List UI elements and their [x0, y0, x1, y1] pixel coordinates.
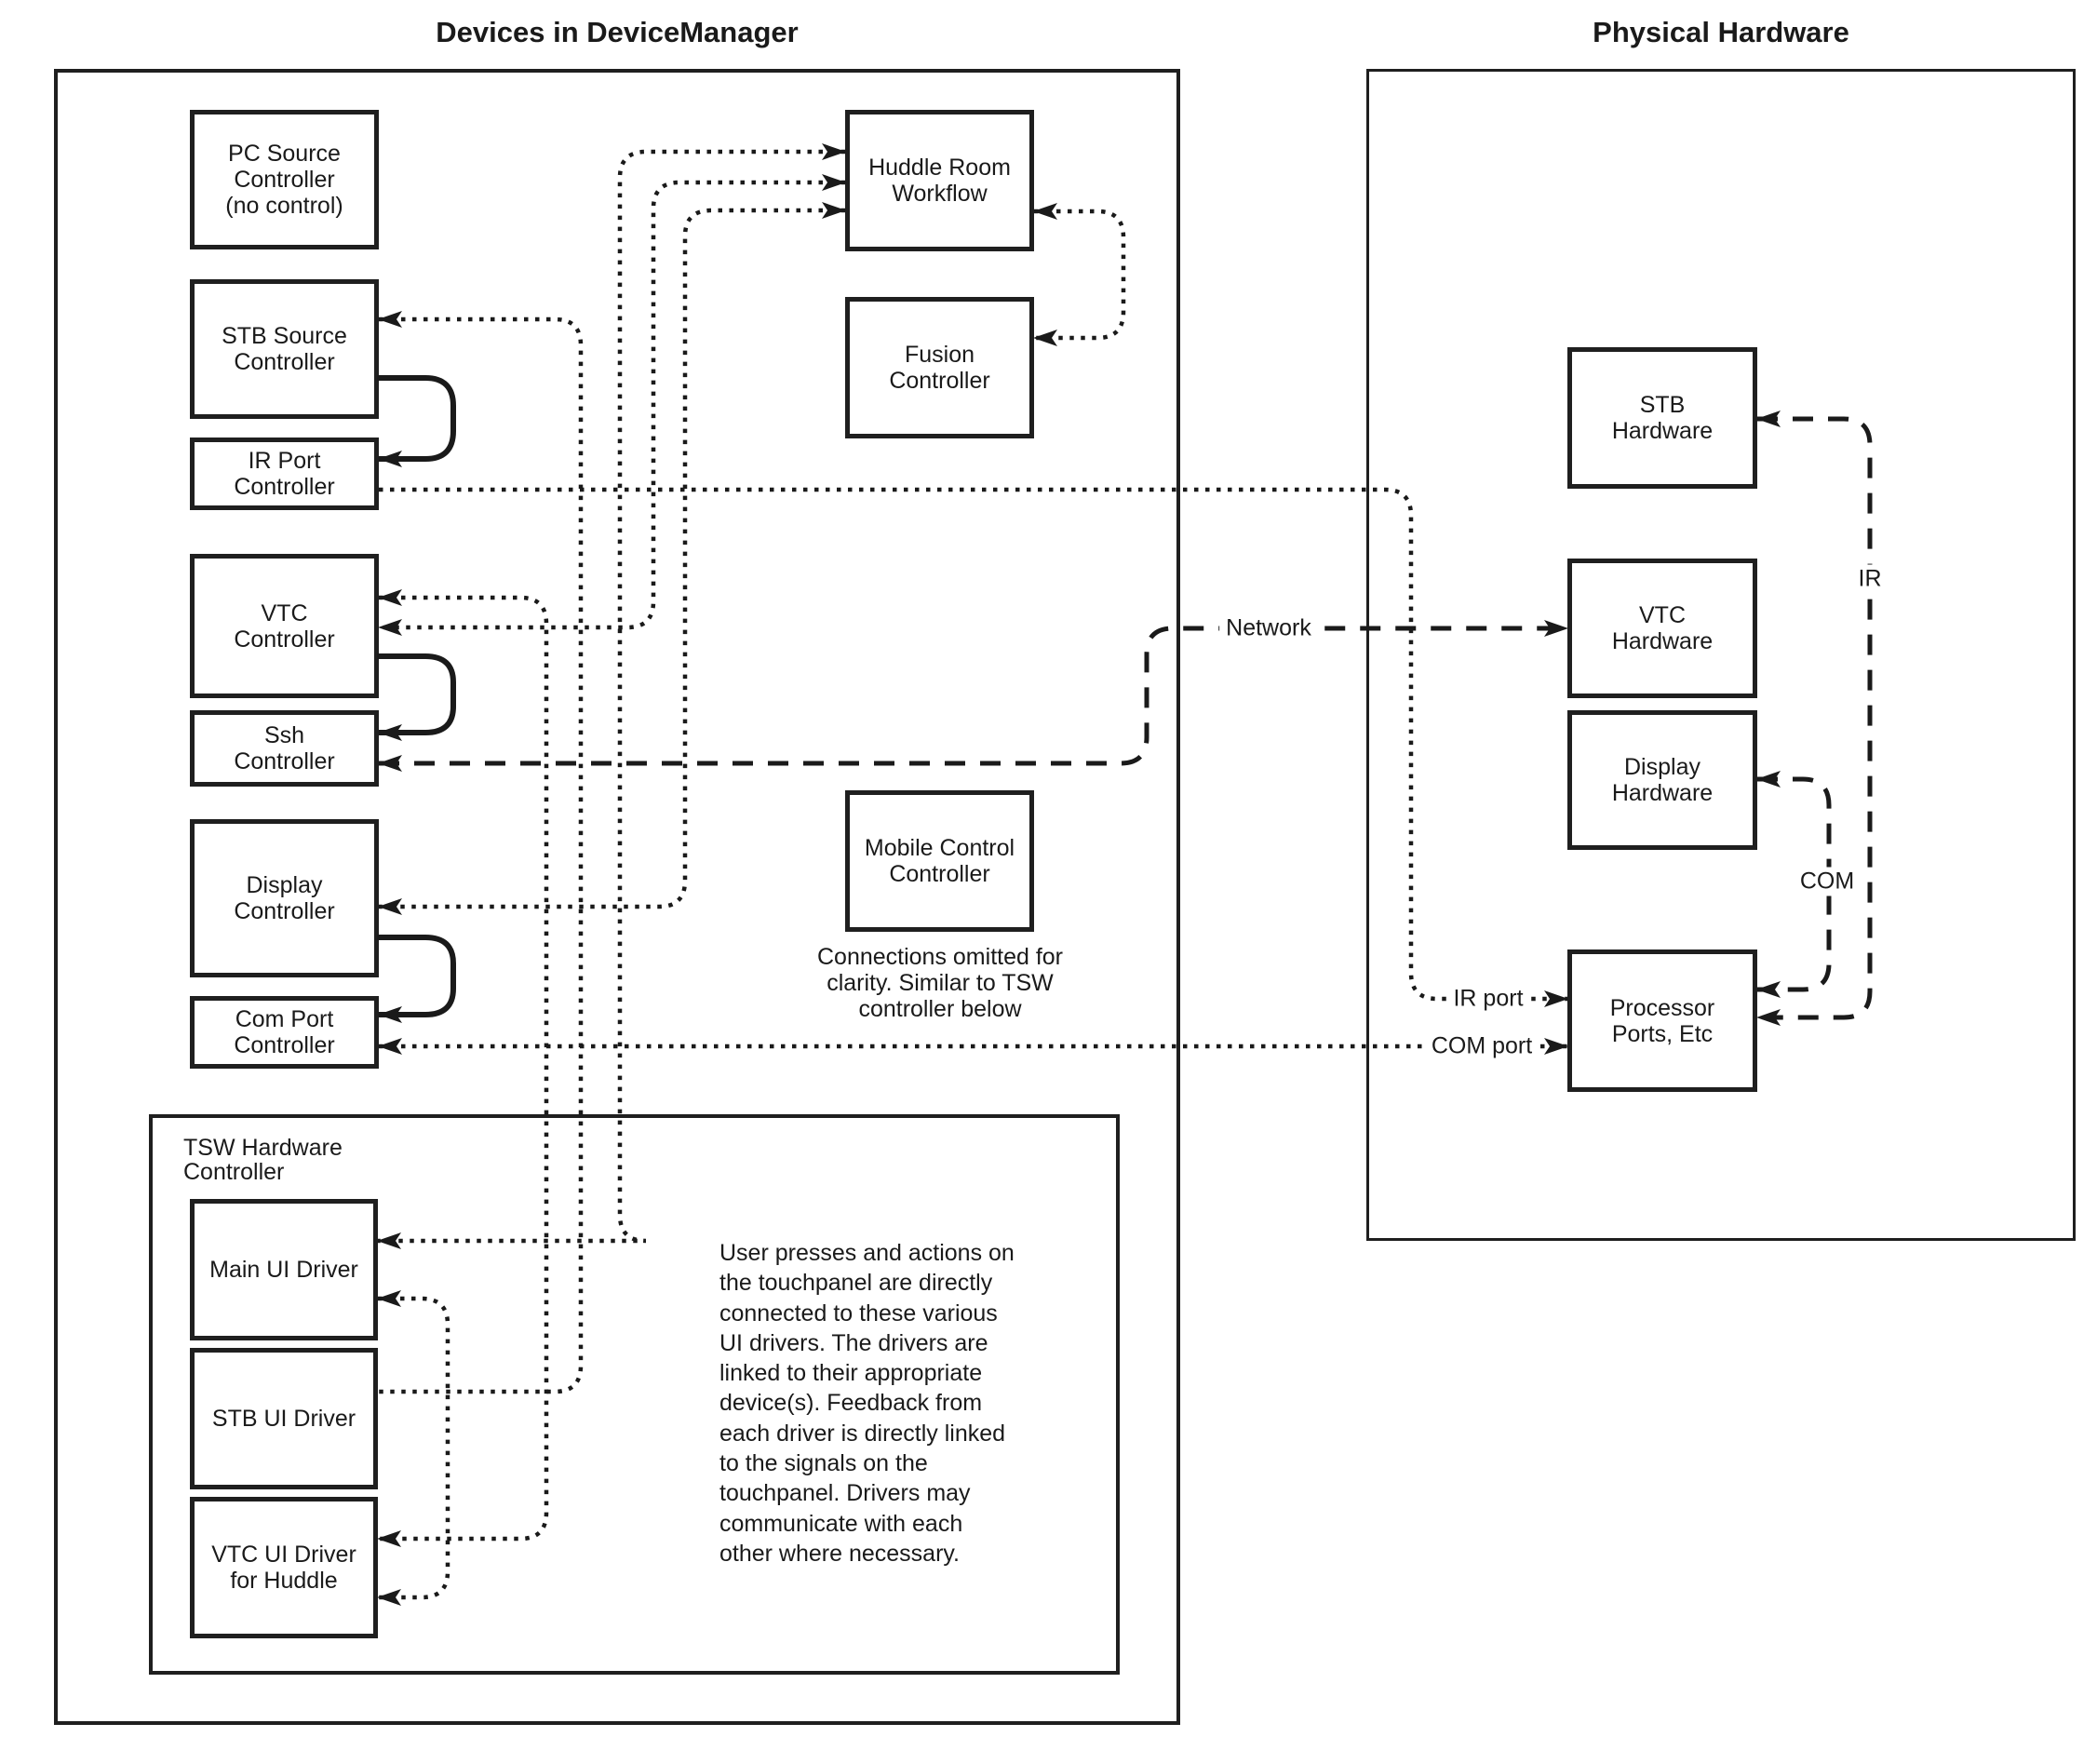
box-label-line: STB — [1639, 392, 1686, 418]
tsw-container-label — [183, 1136, 343, 1184]
box-label-line: Controller — [234, 167, 335, 193]
box-display-controller — [190, 819, 379, 977]
paragraph-line: the touchpanel are directly — [719, 1270, 993, 1297]
box-label-line: Workflow — [892, 181, 988, 207]
box-fusion-controller — [845, 297, 1034, 438]
box-vtc-ui-driver — [190, 1497, 378, 1638]
paragraph-line: device(s). Feedback from — [719, 1390, 983, 1417]
paragraph-line: touchpanel. Drivers may — [719, 1480, 971, 1507]
box-label-line: Main UI Driver — [209, 1257, 358, 1283]
box-label-line: Ports, Etc — [1611, 1020, 1714, 1047]
box-label-line: Hardware — [1611, 780, 1714, 806]
box-label-line: Controller — [889, 861, 990, 887]
box-label-line: Processor — [1609, 994, 1715, 1021]
tsw-label-line: Controller — [183, 1159, 285, 1185]
com-edge-label: COM — [1794, 868, 1861, 896]
paragraph-line: linked to their appropriate — [719, 1360, 983, 1387]
box-huddle-room-workflow — [845, 110, 1034, 251]
caption-line: Connections omitted for — [816, 944, 1064, 970]
caption-line: clarity. Similar to TSW — [827, 970, 1054, 996]
box-stb-ui-driver — [190, 1348, 378, 1489]
network-edge-label: Network — [1219, 614, 1318, 643]
left-panel-title: Devices in DeviceManager — [436, 16, 799, 48]
box-label-line: Controller — [234, 474, 335, 500]
box-label-line: Fusion — [904, 342, 975, 368]
box-com-port-controller — [190, 996, 379, 1069]
box-label-line: VTC UI Driver — [211, 1542, 356, 1568]
box-label-line: Display — [246, 872, 323, 898]
box-label-line: VTC — [1639, 602, 1686, 628]
box-vtc-hardware — [1567, 559, 1757, 698]
box-pc-source-controller — [190, 110, 379, 249]
box-label-line: Ssh — [263, 722, 305, 748]
box-label-line: STB Source — [222, 323, 347, 349]
paragraph-line: User presses and actions on — [719, 1240, 1015, 1266]
box-label-line: Com Port — [235, 1006, 334, 1032]
paragraph-line: connected to these various — [719, 1299, 998, 1326]
box-label-line: Huddle Room — [868, 155, 1011, 181]
box-label-line: Controller — [234, 349, 335, 375]
paragraph-line: UI drivers. The drivers are — [719, 1329, 988, 1356]
box-label-line: Controller — [234, 748, 335, 774]
com-port-edge-label: COM port — [1425, 1032, 1539, 1061]
box-label-line: Controller — [889, 368, 990, 394]
box-label-line: (no control) — [225, 193, 343, 219]
ir-port-edge-label: IR port — [1446, 985, 1529, 1014]
box-mobile-control-controller — [845, 790, 1034, 932]
right-panel-title: Physical Hardware — [1593, 16, 1849, 48]
box-label-line: IR Port — [248, 448, 321, 474]
mobile-controller-caption — [817, 944, 1063, 1022]
box-label-line: Hardware — [1611, 628, 1714, 654]
box-main-ui-driver — [190, 1199, 378, 1340]
tsw-description-paragraph — [719, 1238, 1092, 1569]
box-label-line: VTC — [261, 599, 308, 626]
paragraph-line: to the signals on the — [719, 1450, 928, 1477]
paragraph-line: each driver is directly linked — [719, 1420, 1006, 1447]
box-stb-source-controller — [190, 279, 379, 419]
box-label-line: Display — [1624, 754, 1700, 780]
box-ssh-controller — [190, 710, 379, 787]
box-display-hardware — [1567, 710, 1757, 850]
box-label-line: STB UI Driver — [211, 1406, 356, 1432]
box-ir-port-controller — [190, 438, 379, 510]
paragraph-line: communicate with each — [719, 1510, 963, 1537]
box-label-line: Mobile Control — [864, 835, 1015, 861]
box-stb-hardware — [1567, 347, 1757, 489]
box-processor-ports — [1567, 949, 1757, 1092]
box-label-line: Controller — [234, 626, 335, 653]
ir-edge-label: IR — [1852, 565, 1889, 594]
box-label-line: for Huddle — [230, 1568, 338, 1594]
box-vtc-controller — [190, 554, 379, 698]
box-label-line: Controller — [234, 1032, 335, 1058]
caption-line: controller below — [858, 996, 1022, 1022]
box-label-line: PC Source — [228, 141, 341, 167]
tsw-label-line: TSW Hardware — [183, 1135, 343, 1161]
box-label-line: Controller — [234, 898, 335, 924]
paragraph-line: other where necessary. — [719, 1540, 960, 1567]
box-label-line: Hardware — [1611, 418, 1714, 444]
